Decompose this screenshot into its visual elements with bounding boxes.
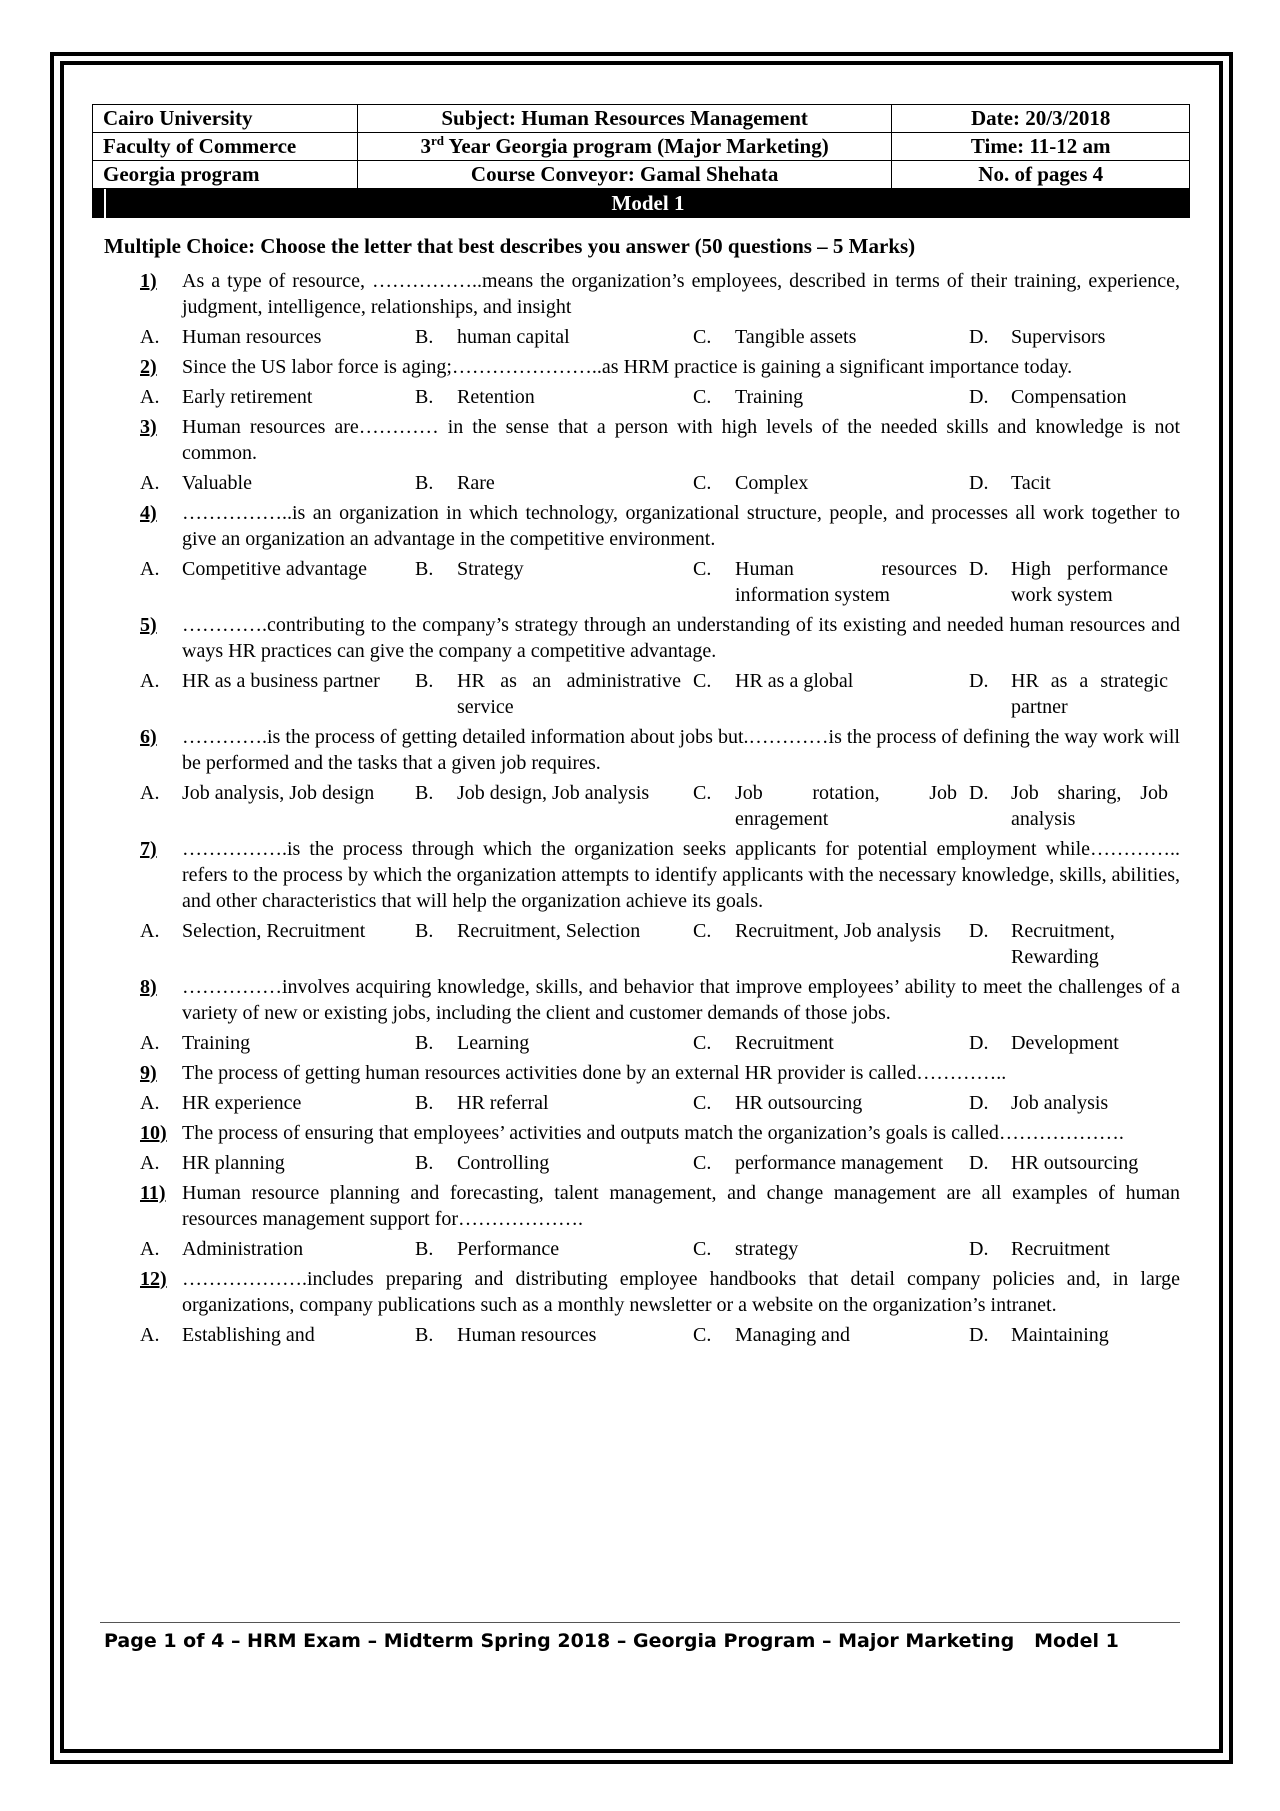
page-footer: Page 1 of 4 – HRM Exam – Midterm Spring 2018 – Georgia Program – Major Marketing Model 1 (104, 1630, 1119, 1652)
option-text: Administration (182, 1238, 304, 1260)
option-letter: C. (693, 1152, 712, 1174)
answer-option[interactable] (415, 470, 693, 496)
option-text: Recruitment (735, 1032, 834, 1054)
option-letter: A. (140, 1238, 160, 1260)
option-text: HR as a global (735, 670, 854, 692)
header-conveyor: Course Conveyor: Gamal Shehata (357, 161, 892, 189)
header-pages: No. of pages 4 (892, 161, 1190, 189)
answer-option[interactable] (415, 556, 693, 608)
answer-option[interactable] (140, 1090, 415, 1116)
answer-option[interactable] (969, 1030, 1180, 1056)
answer-options (140, 1090, 1180, 1116)
answer-option[interactable] (969, 384, 1180, 410)
question (140, 1180, 1180, 1232)
answer-option[interactable] (693, 918, 969, 970)
question-number: 8) (140, 976, 157, 998)
header-date: Date: 20/3/2018 (892, 105, 1190, 133)
answer-option[interactable] (415, 780, 693, 832)
option-letter: D. (969, 1152, 989, 1174)
option-letter: D. (969, 558, 989, 580)
question-text: Human resources are………… in the sense that a person with high levels of the needed skills and knowledge is not common. (182, 416, 1180, 464)
question (140, 1060, 1180, 1086)
option-letter: B. (415, 670, 434, 692)
question (140, 354, 1180, 380)
answer-option[interactable] (140, 556, 415, 608)
header-program: Georgia program (93, 161, 358, 189)
option-letter: B. (415, 1152, 434, 1174)
option-letter: C. (693, 670, 712, 692)
option-text: Maintaining (1011, 1324, 1109, 1346)
answer-option[interactable] (415, 1030, 693, 1056)
option-text: High performance work system (1011, 558, 1168, 606)
option-text: HR as a business partner (182, 670, 380, 692)
option-letter: D. (969, 1324, 989, 1346)
option-letter: D. (969, 920, 989, 942)
answer-option[interactable] (140, 1030, 415, 1056)
option-text: Development (1011, 1032, 1119, 1054)
option-text: Human resources (457, 1324, 597, 1346)
answer-option[interactable] (693, 1030, 969, 1056)
question (140, 836, 1180, 914)
answer-options (140, 668, 1180, 720)
answer-option[interactable] (140, 1236, 415, 1262)
answer-option[interactable] (969, 324, 1180, 350)
answer-option[interactable] (969, 1322, 1180, 1348)
option-text: human capital (457, 326, 570, 348)
answer-option[interactable] (140, 780, 415, 832)
option-text: Complex (735, 472, 809, 494)
question-number: 9) (140, 1062, 157, 1084)
question (140, 1266, 1180, 1318)
option-text: Learning (457, 1032, 530, 1054)
option-letter: A. (140, 326, 160, 348)
question-number: 1) (140, 270, 157, 292)
answer-option[interactable] (415, 384, 693, 410)
option-letter: B. (415, 386, 434, 408)
option-letter: B. (415, 1092, 434, 1114)
question-number: 3) (140, 416, 157, 438)
option-letter: D. (969, 472, 989, 494)
instructions: Multiple Choice: Choose the letter that best describes you answer (50 questions – 5 Marks) (104, 234, 916, 258)
model-banner (92, 189, 1190, 218)
option-text: HR outsourcing (1011, 1152, 1139, 1174)
header-subject: Subject: Human Resources Management (357, 105, 892, 133)
question-number: 10) (140, 1122, 167, 1144)
answer-option[interactable] (415, 1150, 693, 1176)
question-number: 4) (140, 502, 157, 524)
option-letter: D. (969, 782, 989, 804)
option-letter: B. (415, 1032, 434, 1054)
answer-option[interactable] (693, 1236, 969, 1262)
option-text: Performance (457, 1238, 560, 1260)
question-number: 12) (140, 1268, 167, 1290)
option-text: Valuable (182, 472, 252, 494)
question-text: The process of ensuring that employees’ activities and outputs match the organization’s goals is called………………. (182, 1122, 1124, 1144)
question-text: …………….is the process through which the organization seeks applicants for potential employment while………….. refers to the process by which the organization attempts to identify applicants with the necessary knowledge, skills, abilities, and other characteristics that will help the organization achieve its goals. (182, 838, 1180, 912)
option-letter: C. (693, 386, 712, 408)
answer-option[interactable] (693, 1150, 969, 1176)
option-text: Tacit (1011, 472, 1051, 494)
option-letter: C. (693, 1238, 712, 1260)
option-letter: D. (969, 1092, 989, 1114)
answer-option[interactable] (693, 384, 969, 410)
option-letter: B. (415, 558, 434, 580)
question (140, 974, 1180, 1026)
option-letter: D. (969, 670, 989, 692)
option-text: Compensation (1011, 386, 1127, 408)
option-text: HR as a strategic partner (1011, 670, 1168, 718)
question (140, 414, 1180, 466)
question-text: Since the US labor force is aging;…………………..as HRM practice is gaining a significant importance today. (182, 356, 1073, 378)
option-letter: C. (693, 558, 712, 580)
answer-option[interactable] (140, 324, 415, 350)
option-text: Establishing and (182, 1324, 315, 1346)
option-text: Selection, Recruitment (182, 920, 366, 942)
question-number: 7) (140, 838, 157, 860)
answer-options (140, 1322, 1180, 1348)
option-letter: D. (969, 386, 989, 408)
option-text: HR planning (182, 1152, 285, 1174)
option-text: Job analysis, Job design (182, 782, 375, 804)
question-text: As a type of resource, ……………..means the organization’s employees, described in terms of their training, experience, judgment, intelligence, relationships, and insight (182, 270, 1180, 318)
answer-option[interactable] (969, 668, 1180, 720)
header-university: Cairo University (93, 105, 358, 133)
question (140, 724, 1180, 776)
question (140, 268, 1180, 320)
option-letter: A. (140, 670, 160, 692)
header-row (93, 105, 1190, 133)
answer-option[interactable] (140, 384, 415, 410)
option-text: Job rotation, Job enragement (735, 782, 957, 830)
answer-option[interactable] (693, 1322, 969, 1348)
option-text: HR experience (182, 1092, 302, 1114)
answer-option[interactable] (969, 1150, 1180, 1176)
answer-option[interactable] (415, 1090, 693, 1116)
option-text: Recruitment, Rewarding (1011, 920, 1115, 968)
option-letter: D. (969, 1032, 989, 1054)
option-letter: B. (415, 782, 434, 804)
option-text: Recruitment, Selection (457, 920, 641, 942)
option-letter: C. (693, 1092, 712, 1114)
option-text: Managing and (735, 1324, 850, 1346)
option-letter: C. (693, 782, 712, 804)
answer-option[interactable] (693, 1090, 969, 1116)
question-text: ……………involves acquiring knowledge, skills, and behavior that improve employees’ ability to meet the challenges of a variety of new or existing jobs, including the client and customer demands of those jobs. (182, 976, 1180, 1024)
question-text: Human resource planning and forecasting, talent management, and change management are all examples of human resources management support for………………. (182, 1182, 1180, 1230)
option-text: Strategy (457, 558, 524, 580)
option-text: Recruitment (1011, 1238, 1110, 1260)
question-text: The process of getting human resources activities done by an external HR provider is called………….. (182, 1062, 1007, 1084)
option-letter: A. (140, 1092, 160, 1114)
option-text: Job analysis (1011, 1092, 1109, 1114)
answer-option[interactable] (693, 470, 969, 496)
option-text: Training (182, 1032, 251, 1054)
option-text: Human resources (182, 326, 322, 348)
answer-option[interactable] (140, 1322, 415, 1348)
option-text: strategy (735, 1238, 799, 1260)
answer-option[interactable] (969, 1236, 1180, 1262)
option-letter: C. (693, 1324, 712, 1346)
answer-option[interactable] (415, 324, 693, 350)
option-letter: C. (693, 326, 712, 348)
question-text: ………….is the process of getting detailed information about jobs but.…………is the process of defining the way work will be performed and the tasks that a given job requires. (182, 726, 1180, 774)
answer-options (140, 384, 1180, 410)
answer-option[interactable] (140, 918, 415, 970)
answer-option[interactable] (415, 1322, 693, 1348)
answer-options (140, 780, 1180, 832)
question-text: ……………….includes preparing and distributing employee handbooks that detail company policies and, in large organizations, company publications such as a monthly newsletter or a website on the organization’s intranet. (182, 1268, 1180, 1316)
answer-option[interactable] (969, 556, 1180, 608)
header-row (93, 133, 1190, 161)
answer-option[interactable] (693, 780, 969, 832)
option-letter: B. (415, 1238, 434, 1260)
answer-option[interactable] (140, 1150, 415, 1176)
option-text: Tangible assets (735, 326, 857, 348)
answer-option[interactable] (693, 324, 969, 350)
answer-options (140, 1150, 1180, 1176)
option-text: Recruitment, Job analysis (735, 920, 942, 942)
answer-options (140, 1030, 1180, 1056)
answer-option[interactable] (140, 668, 415, 720)
question (140, 612, 1180, 664)
header-faculty: Faculty of Commerce (93, 133, 358, 161)
option-letter: C. (693, 920, 712, 942)
option-letter: C. (693, 472, 712, 494)
option-letter: B. (415, 326, 434, 348)
answer-option[interactable] (693, 668, 969, 720)
answer-option[interactable] (969, 918, 1180, 970)
answer-option[interactable] (969, 780, 1180, 832)
option-letter: A. (140, 1324, 160, 1346)
question-number: 5) (140, 614, 157, 636)
option-text: performance management (735, 1152, 944, 1174)
option-text: Job sharing, Job analysis (1011, 782, 1168, 830)
option-text: HR outsourcing (735, 1092, 863, 1114)
answer-options (140, 1236, 1180, 1262)
question (140, 500, 1180, 552)
option-text: Human resources information system (735, 558, 957, 606)
answer-option[interactable] (415, 918, 693, 970)
option-letter: A. (140, 782, 160, 804)
option-text: Job design, Job analysis (457, 782, 650, 804)
answer-options (140, 918, 1180, 970)
question-text: ………….contributing to the company’s strategy through an understanding of its existing and needed human resources and ways HR practices can give the company a competitive advantage. (182, 614, 1180, 662)
option-text: Early retirement (182, 386, 313, 408)
header-row (93, 161, 1190, 189)
answer-options (140, 470, 1180, 496)
option-text: Controlling (457, 1152, 550, 1174)
option-text: Supervisors (1011, 326, 1106, 348)
answer-option[interactable] (140, 470, 415, 496)
option-letter: B. (415, 1324, 434, 1346)
answer-option[interactable] (969, 470, 1180, 496)
question-number: 6) (140, 726, 157, 748)
answer-option[interactable] (969, 1090, 1180, 1116)
answer-option[interactable] (415, 668, 693, 720)
option-letter: A. (140, 386, 160, 408)
footer-divider (100, 1622, 1180, 1623)
model-label: Model 1 (104, 189, 1190, 218)
option-text: Rare (457, 472, 495, 494)
answer-options (140, 324, 1180, 350)
question-number: 2) (140, 356, 157, 378)
option-text: HR referral (457, 1092, 549, 1114)
question-text: ……………..is an organization in which technology, organizational structure, people, and processes all work together to give an organization an advantage in the competitive environment. (182, 502, 1180, 550)
header-year-program: 3rd Year Georgia program (Major Marketing) (357, 133, 892, 161)
option-text: HR as an administrative service (457, 670, 681, 718)
option-letter: D. (969, 326, 989, 348)
option-letter: C. (693, 1032, 712, 1054)
option-letter: A. (140, 558, 160, 580)
option-letter: A. (140, 1152, 160, 1174)
question (140, 1120, 1180, 1146)
question-number: 11) (140, 1182, 166, 1204)
header-time: Time: 11-12 am (892, 133, 1190, 161)
answer-options (140, 556, 1180, 608)
option-text: Training (735, 386, 804, 408)
option-letter: B. (415, 920, 434, 942)
answer-option[interactable] (415, 1236, 693, 1262)
question-list (140, 268, 1180, 1352)
option-text: Retention (457, 386, 535, 408)
answer-option[interactable] (693, 556, 969, 608)
option-letter: B. (415, 472, 434, 494)
option-text: Competitive advantage (182, 558, 367, 580)
option-letter: A. (140, 920, 160, 942)
option-letter: A. (140, 1032, 160, 1054)
exam-header-table (92, 104, 1190, 189)
option-letter: D. (969, 1238, 989, 1260)
option-letter: A. (140, 472, 160, 494)
